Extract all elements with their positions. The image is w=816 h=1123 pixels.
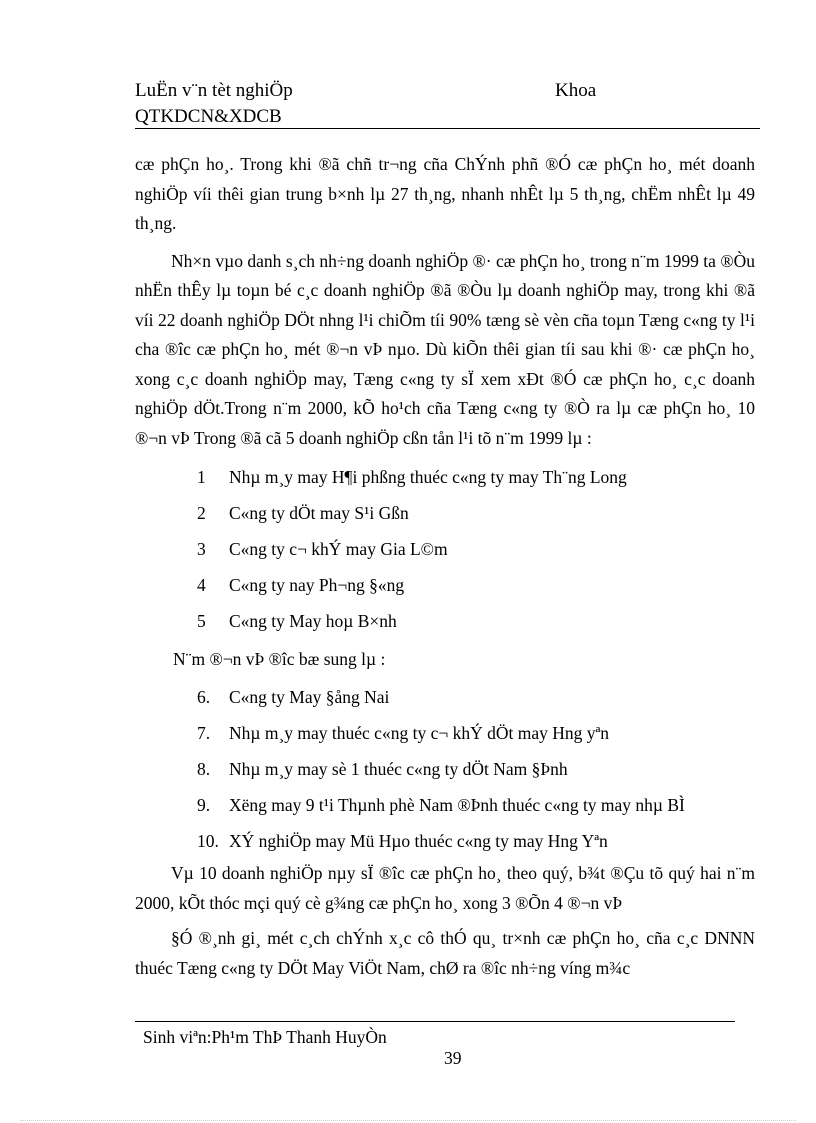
enterprise-list-1999: [135, 459, 755, 639]
list-item-text: C«ng ty nay Ph¬ng §«ng: [229, 575, 405, 595]
list-item-number: 8.: [197, 759, 211, 779]
footer-divider: [135, 1021, 735, 1022]
footer-author: Sinh viªn:Ph¹m ThÞ Thanh HuyÒn: [143, 1027, 387, 1047]
list-item-number: 4: [197, 575, 206, 595]
list-item: [135, 567, 755, 603]
list-item-text: C«ng ty dÖt may S¹i Gßn: [229, 503, 409, 523]
list-item-text: Xëng may 9 t¹i Thµnh phè Nam ®Þnh thuéc c«ng ty may nhµ BÌ: [229, 795, 685, 815]
page-body: [135, 150, 755, 989]
list-item-number: 2: [197, 503, 206, 523]
paragraph-schedule: Vµ 10 doanh nghiÖp nµy sÏ ®îc cæ phÇn ho¸ theo quý, b¾t ®Çu tõ quý hai n¨m 2000, kÕt thóc mçi quý cè g¾ng cæ phÇn ho¸ xong 3 ®Õn 4 ®¬n vÞ: [135, 863, 755, 913]
list-item: [135, 751, 755, 787]
list-item: [135, 679, 755, 715]
list-item-text: C«ng ty May hoµ B×nh: [229, 611, 397, 631]
list-item-number: 3: [197, 539, 206, 559]
paragraph-enterprise-list-intro: Nh×n vµo danh s¸ch nh÷ng doanh nghiÖp ®· cæ phÇn ho¸ trong n¨m 1999 ta ®Òu nhËn thÊy lµ toµn bé c¸c doanh nghiÖp ®ã ®Òu lµ doanh nghiÖp may, trong khi ®ã víi 22 doanh nghiÖp DÖt nhng l¹i chiÕm tíi 90% tæng sè vèn cña toµn Tæng c«ng ty l¹i cha ®îc cæ phÇn ho¸ mét ®¬n vÞ nµo. Dù kiÕn thêi gian tíi sau khi ®· cæ phÇn ho¸ xong c¸c doanh nghiÖp may, Tæng c«ng ty sÏ xem xÐt ®Ó cæ phÇn ho¸ c¸c doanh nghiÖp dÖt.Trong n¨m 2000, kÕ ho¹ch cña Tæng c«ng ty ®Ò ra lµ cæ phÇn ho¸ 10 ®¬n vÞ Trong ®ã cã 5 doanh nghiÖp cßn tån l¹i tõ n¨m 1999 lµ :: [135, 250, 755, 448]
paragraph-continuation: cæ phÇn ho¸. Trong khi ®ã chñ tr¬ng cña ChÝnh phñ ®Ó cæ phÇn ho¸ mét doanh nghiÖp víi thêi gian trung b×nh lµ 27 th¸ng, nhanh nhÊt lµ 5 th¸ng, chËm nhÊt lµ 49 th¸ng.: [135, 154, 755, 233]
header-faculty-label: Khoa: [555, 80, 597, 101]
header-divider: [135, 128, 760, 129]
list-item-text: Nhµ m¸y may H¶i phßng thuéc c«ng ty may Th¨ng Long: [229, 467, 627, 487]
page-number: 39: [444, 1048, 462, 1068]
list-item-number: 10.: [197, 831, 219, 851]
running-header-title: [135, 78, 293, 130]
header-department-code: QTKDCN&XDCB: [135, 106, 282, 127]
list-item-number: 6.: [197, 687, 211, 707]
list-item-number: 9.: [197, 795, 211, 815]
list-item-number: 7.: [197, 723, 211, 743]
list-item: [135, 531, 755, 567]
supplement-list-heading: N¨m ®¬n vÞ ®îc bæ sung lµ :: [173, 649, 386, 669]
list-item-text: C«ng ty c¬ khÝ may Gia L©m: [229, 539, 448, 559]
list-item-text: C«ng ty May §ång Nai: [229, 687, 390, 707]
page-bottom-border: [20, 1120, 796, 1121]
list-item-text: Nhµ m¸y may thuéc c«ng ty c¬ khÝ dÖt may Hng yªn: [229, 723, 610, 743]
list-item: [135, 715, 755, 751]
list-item-text: Nhµ m¸y may sè 1 thuéc c«ng ty dÖt Nam §Þnh: [229, 759, 568, 779]
list-item: [135, 495, 755, 531]
enterprise-list-supplement: [135, 679, 755, 859]
paragraph-evaluation: §Ó ®¸nh gi¸ mét c¸ch chÝnh x¸c cô thÓ qu¸ tr×nh cæ phÇn ho¸ cña c¸c DNNN thuéc Tæng c«ng ty DÖt May ViÖt Nam, chØ ra ®îc nh÷ng víng m¾c: [135, 928, 755, 978]
list-item: [135, 787, 755, 823]
list-item: [135, 823, 755, 859]
list-item: [135, 459, 755, 495]
list-item-text: XÝ nghiÖp may Mü Hµo thuéc c«ng ty may Hng Yªn: [229, 831, 608, 851]
list-item-number: 1: [197, 467, 206, 487]
list-item: [135, 603, 755, 639]
list-item-number: 5: [197, 611, 206, 631]
header-thesis-label: LuËn v¨n tèt nghiÖp: [135, 80, 293, 101]
